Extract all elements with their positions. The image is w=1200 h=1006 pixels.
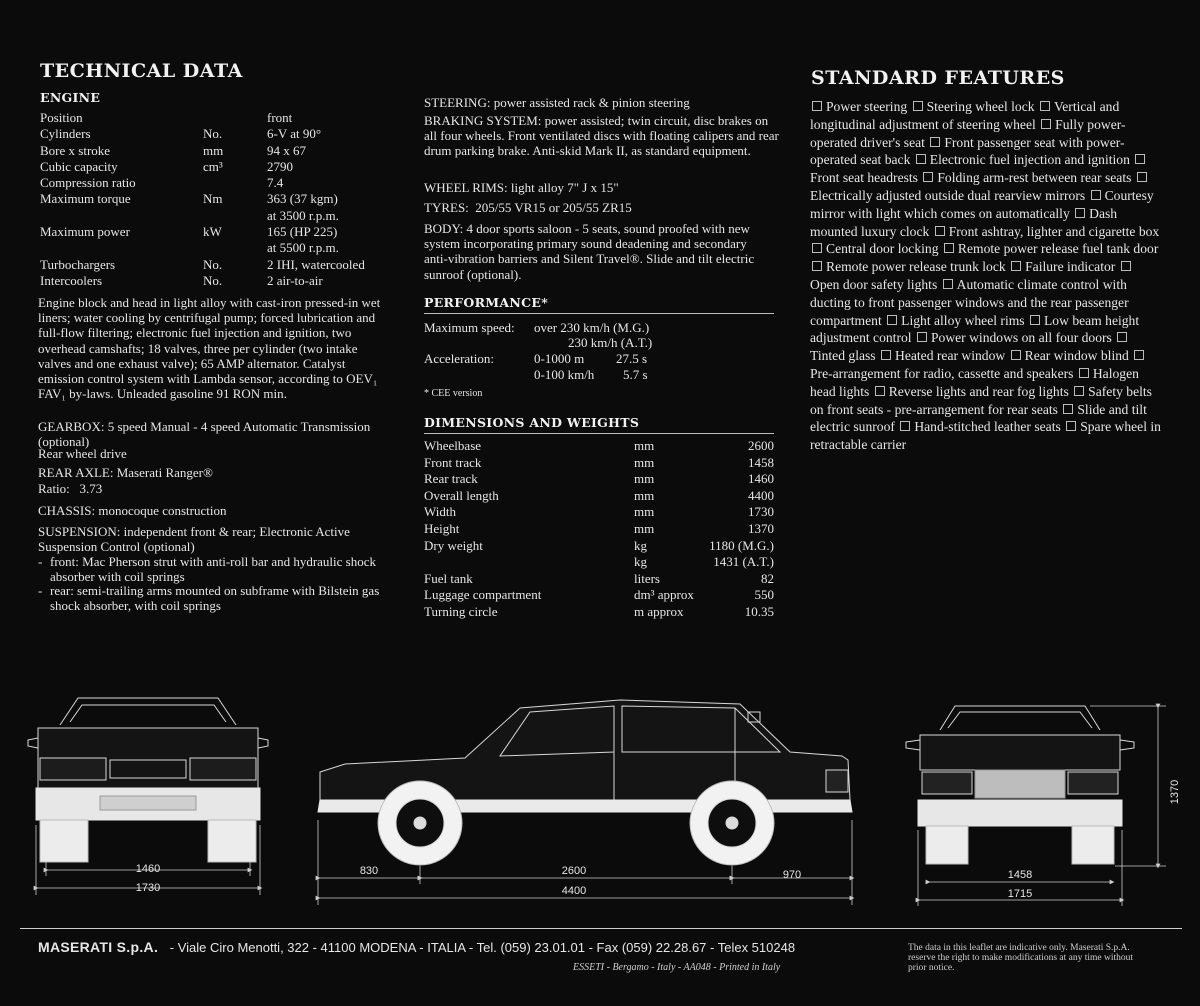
checkbox-icon [930, 137, 940, 147]
engine-spec-value: 2 air-to-air [267, 272, 323, 288]
engine-spec-unit: No. [203, 256, 223, 272]
feature-item [933, 224, 1160, 239]
engine-spec-label: Intercoolers [40, 272, 103, 288]
feature-item [914, 152, 1130, 167]
checkbox-icon [1074, 386, 1084, 396]
acceleration-label: Acceleration: [424, 351, 495, 366]
checkbox-icon [917, 332, 927, 342]
feature-item [879, 348, 1005, 363]
dimension-row [424, 538, 774, 555]
engine-spec-unit: No. [203, 272, 223, 288]
dimension-label: Wheelbase [424, 438, 482, 453]
accel-2-range: 0-100 km/h [534, 367, 595, 382]
engine-spec-unit [203, 240, 267, 256]
feature-label: Power steering [826, 99, 908, 114]
dimension-unit: kg [634, 537, 647, 553]
checkbox-icon [1135, 154, 1145, 164]
feature-label: Dash mounted luxury clock [810, 205, 1118, 239]
feature-label: Fully power-operated driver's seat [810, 116, 1126, 150]
feature-label: Halogen head lights [810, 365, 1139, 399]
dimension-row [424, 521, 774, 538]
max-speed-2: 230 km/h (A.T.) [568, 335, 653, 350]
engine-spec-unit [203, 208, 267, 224]
chassis-text: CHASSIS: monocoque construction [38, 503, 227, 518]
checkbox-icon [935, 226, 945, 236]
feature-label: Front passenger seat with power-operated seat back [810, 134, 1125, 168]
checkbox-icon [944, 243, 954, 253]
wheel-rims-text: WHEEL RIMS: light alloy 7" J x 15" [424, 180, 619, 195]
disclaimer [908, 943, 1133, 973]
cee-note: * CEE version [424, 388, 483, 399]
checkbox-icon [1030, 315, 1040, 325]
length-dimension: 4400 [561, 885, 587, 897]
dimension-value: 82 [761, 570, 774, 586]
engine-spec-label: Maximum power [40, 224, 130, 240]
checkbox-icon [1011, 350, 1021, 360]
performance-heading: PERFORMANCE* [424, 295, 549, 310]
engine-spec-value: at 3500 r.p.m. [267, 207, 339, 223]
feature-item [911, 99, 1035, 114]
engine-spec-label: Cylinders [40, 126, 91, 142]
feature-item [1009, 259, 1115, 274]
feature-label: Low beam height adjustment control [810, 312, 1140, 346]
max-speed-1: over 230 km/h (M.G.) [534, 320, 650, 335]
feature-label: Pre-arrangement for radio, cassette and speakers [810, 365, 1074, 381]
height-dimension: 1370 [1169, 779, 1181, 805]
dimension-label: Luggage compartment [424, 587, 542, 603]
dimension-value: 10.35 [744, 603, 774, 619]
dimension-value: 1458 [748, 454, 774, 470]
dimension-value: 550 [754, 587, 774, 603]
feature-label: Slide and tilt electric sunroof [810, 401, 1147, 435]
ratio-text: Ratio: 3.73 [38, 481, 103, 496]
dimension-unit: kg [634, 554, 647, 570]
feature-label: Spare wheel in retractable carrier [810, 419, 1161, 453]
engine-row [40, 240, 407, 256]
car-drawings [0, 690, 1200, 910]
dimension-row [424, 471, 774, 488]
disclaimer-line-1: The data in this leaflet are indicative only. Maserati S.p.A. [908, 943, 1130, 953]
feature-label: Steering wheel lock [926, 99, 1035, 114]
engine-row [40, 126, 407, 142]
engine-row [40, 143, 407, 159]
checkbox-icon [1121, 261, 1131, 271]
accel-2-value: 5.7 s [623, 367, 648, 382]
engine-row [40, 191, 407, 207]
checkbox-icon [923, 172, 933, 182]
engine-spec-label: Position [40, 110, 83, 125]
engine-row [40, 257, 407, 273]
feature-label: Folding arm-rest between rear seats [937, 170, 1132, 186]
engine-spec-value: front [267, 110, 293, 125]
engine-spec-unit: No. [203, 126, 223, 142]
checkbox-icon [1137, 172, 1147, 182]
dimension-label: Front track [424, 454, 482, 470]
suspension-rear-text: rear: semi-trailing arms mounted on subframe with Bilstein gas shock absorber, with coil springs [50, 583, 380, 614]
front-width-dimension: 1715 [1007, 888, 1033, 900]
dimension-value: 4400 [748, 487, 774, 503]
suspension-front-text: front: Mac Pherson strut with anti-roll bar and hydraulic shock absorber with coil springs [50, 554, 377, 585]
dimension-label [424, 554, 634, 571]
feature-label: Light alloy wheel rims [901, 312, 1025, 328]
dimension-value: 1180 (M.G.) [709, 537, 774, 553]
feature-label: Vertical and longitudinal adjustment of steering wheel [810, 99, 1120, 132]
disclaimer-line-2: reserve the right to make modifications at any time without [908, 953, 1134, 963]
feature-item [810, 99, 907, 114]
feature-label: Front ashtray, lighter and cigarette box [948, 223, 1160, 239]
engine-spec-unit: kW [203, 224, 222, 240]
front-overhang-dimension: 830 [359, 865, 379, 877]
checkbox-icon [1011, 261, 1021, 271]
footer-rule [20, 928, 1182, 929]
engine-spec-label [40, 240, 203, 256]
feature-label: Rear window blind [1024, 348, 1129, 364]
disclaimer-line-3: prior notice. [908, 963, 955, 973]
braking-text: BRAKING SYSTEM: power assisted; twin circuit, disc brakes on all four wheels. Front ventilated discs with floating calipers and rear drum parking brake. Anti-skid Mark II, as standard equipment. [424, 113, 779, 159]
feature-item [1009, 348, 1129, 363]
dimension-unit: mm [634, 487, 655, 503]
steering-text: STEERING: power assisted rack & pinion steering [424, 95, 690, 110]
checkbox-icon [1066, 421, 1076, 431]
checkbox-icon [913, 101, 923, 111]
dimension-label: Height [424, 520, 460, 536]
dimensions-heading: DIMENSIONS AND WEIGHTS [424, 415, 640, 430]
feature-item [898, 419, 1060, 434]
dimension-value: 1370 [748, 520, 774, 536]
feature-label: Heated rear window [895, 348, 1006, 364]
feature-label: Courtesy mirror with light which comes on automatically [810, 187, 1154, 221]
dimension-unit: mm [634, 520, 655, 536]
checkbox-icon [1041, 119, 1051, 129]
engine-spec-value: 363 (37 kgm) [267, 191, 338, 207]
rear-overhang-dimension: 970 [782, 869, 802, 881]
feature-label: Remote power release fuel tank door [957, 241, 1159, 257]
dimensions-rule [424, 433, 774, 434]
checkbox-icon [812, 101, 822, 111]
dimension-row [424, 488, 774, 505]
checkbox-icon [1040, 101, 1050, 111]
engine-spec-label: Cubic capacity [40, 158, 118, 174]
standard-features-title: STANDARD FEATURES [811, 67, 1065, 89]
dimension-label: Rear track [424, 471, 478, 487]
accel-1-value: 27.5 s [616, 351, 648, 366]
dimension-row [424, 455, 774, 472]
checkbox-icon [875, 386, 885, 396]
dimension-label: Dry weight [424, 537, 483, 553]
checkbox-icon [1079, 368, 1089, 378]
front-track-dimension: 1458 [1007, 869, 1033, 881]
footer-address-line [38, 939, 795, 955]
checkbox-icon [812, 243, 822, 253]
checkbox-icon [943, 279, 953, 289]
engine-spec-label: Turbochargers [40, 256, 116, 272]
engine-spec-unit [203, 175, 267, 191]
feature-item [915, 330, 1112, 345]
feature-label: Hand-stitched leather seats [914, 419, 1061, 435]
dimension-label: Fuel tank [424, 570, 473, 586]
dimensions-table [424, 438, 774, 621]
dimension-unit: mm [634, 438, 655, 453]
checkbox-icon [1134, 350, 1144, 360]
feature-label: Electronic fuel injection and ignition [929, 152, 1130, 168]
rear-track-dimension: 1460 [135, 863, 161, 875]
rear-view-drawing [28, 698, 268, 862]
engine-spec-label: Bore x stroke [40, 142, 111, 158]
dimension-unit: mm [634, 504, 655, 520]
engine-spec-value: 6-V at 90° [267, 126, 322, 142]
dimension-value: 1460 [748, 471, 774, 487]
dimension-row [424, 554, 774, 571]
engine-spec-value: 94 x 67 [267, 142, 306, 158]
feature-label: Central door locking [826, 241, 939, 257]
dimension-row [424, 438, 774, 455]
dimension-unit: mm [634, 471, 655, 487]
printer-line: ESSETI - Bergamo - Italy - AA048 - Printed in Italy [573, 962, 781, 973]
dimension-unit: liters [634, 570, 660, 586]
suspension-front: - front: Mac Pherson strut with anti-roll bar and hydraulic shock absorber with coil springs [38, 554, 383, 584]
engine-heading: ENGINE [40, 90, 101, 105]
max-speed-label: Maximum speed: [424, 320, 515, 335]
checkbox-icon [812, 261, 822, 271]
feature-item [810, 259, 1006, 274]
dimension-unit: m approx [634, 603, 684, 619]
body-text: BODY: 4 door sports saloon - 5 seats, sound proofed with new system incorporating primary sound deadening and secondary anti-vibration barriers and Silent Travel®. Slide and tilt electric sunroof (optional). [424, 221, 755, 282]
feature-label: Failure indicator [1025, 259, 1116, 275]
feature-label: Electrically adjusted outside dual rearview mirrors [810, 187, 1086, 203]
dimension-label: Overall length [424, 487, 499, 503]
checkbox-icon [887, 315, 897, 325]
suspension-rear: - rear: semi-trailing arms mounted on subframe with Bilstein gas shock absorber, with coil springs [38, 583, 383, 613]
dimension-row [424, 571, 774, 588]
checkbox-icon [900, 421, 910, 431]
feature-item [921, 170, 1131, 185]
feature-label: Open door safety lights [810, 276, 938, 292]
rear-width-dimension: 1730 [135, 882, 161, 894]
engine-row [40, 208, 407, 224]
engine-spec-label: Maximum torque [40, 191, 131, 207]
dimension-unit: dm³ approx [634, 587, 694, 603]
tyres-text: TYRES: 205/55 VR15 or 205/55 ZR15 [424, 200, 632, 215]
engine-row [40, 273, 407, 289]
engine-spec-unit: Nm [203, 191, 223, 207]
engine-spec-value: 7.4 [267, 175, 284, 191]
standard-features-list [810, 98, 1162, 454]
engine-spec-value: at 5500 r.p.m. [267, 240, 339, 256]
dimension-unit: mm [634, 454, 655, 470]
accel-1-range: 0-1000 m [534, 351, 585, 366]
performance-rule [424, 313, 774, 314]
engine-spec-label: Compression ratio [40, 175, 136, 191]
dimension-value: 1730 [748, 504, 774, 520]
engine-row [40, 159, 407, 175]
feature-label: Front seat headrests [810, 170, 918, 186]
engine-spec-unit: cm³ [203, 158, 223, 174]
company-address: - Viale Ciro Menotti, 322 - 41100 MODENA - ITALIA - Tel. (059) 23.01.01 - Fax (059) 22.28.67 - Telex 510248 [169, 940, 796, 955]
checkbox-icon [1117, 332, 1127, 342]
dimension-row [424, 604, 774, 621]
gearbox-text: GEARBOX: 5 speed Manual - 4 speed Automatic Transmission (optional) [38, 419, 371, 450]
feature-label: Remote power release trunk lock [826, 259, 1006, 275]
suspension-text: SUSPENSION: independent front & rear; Electronic Active Suspension Control (optional) [38, 524, 350, 555]
feature-label: Tinted glass [810, 348, 876, 364]
technical-data-title: TECHNICAL DATA [40, 60, 243, 82]
dimension-row [424, 587, 774, 604]
dimension-value: 2600 [748, 438, 774, 453]
checkbox-icon [1063, 404, 1073, 414]
engine-spec-value: 2790 [267, 158, 293, 174]
checkbox-icon [1091, 190, 1101, 200]
feature-item [942, 241, 1158, 256]
wheelbase-dimension: 2600 [561, 865, 587, 877]
dimension-row [424, 504, 774, 521]
engine-row [40, 110, 407, 126]
engine-row [40, 175, 407, 191]
engine-spec-label [40, 208, 203, 224]
checkbox-icon [881, 350, 891, 360]
side-view-drawing [318, 700, 852, 865]
feature-label: Automatic climate control with ducting to front passenger windows and the rear passenger compartment [810, 276, 1129, 328]
engine-spec-unit: mm [203, 142, 224, 158]
engine-spec-unit [203, 110, 267, 126]
drive-text: Rear wheel drive [38, 446, 127, 461]
engine-spec-value: 165 (HP 225) [267, 224, 338, 240]
rear-axle-text: REAR AXLE: Maserati Ranger® [38, 465, 213, 480]
engine-spec-value: 2 IHI, watercooled [267, 256, 365, 272]
engine-paragraph: Engine block and head in light alloy with cast-iron pressed-in wet liners; water cooling by centrifugal pump; forced lubrication and full-flow filtering; electronic fuel injection and ignition, two overhead camshafts; 18 valves, three per cylinder (two intake valves and one exhaust valve); 65 AMP alternator. Catalyst emission control system with Lambda sensor, according to OEV₁ FAV₁ by-laws. Unleaded gasoline 91 RON min. [38, 295, 381, 402]
feature-label: Power windows on all four doors [930, 330, 1112, 346]
dimension-label: Width [424, 504, 456, 520]
feature-item [873, 384, 1069, 399]
feature-item [810, 241, 939, 256]
front-view-drawing [906, 706, 1134, 864]
feature-label: Safety belts on front seats - pre-arrangement for rear seats [810, 383, 1152, 417]
dimension-value: 1431 (A.T.) [713, 554, 774, 570]
checkbox-icon [1075, 208, 1085, 218]
engine-table [40, 110, 407, 289]
feature-item [885, 313, 1024, 328]
dimension-label: Turning circle [424, 603, 498, 619]
company-name: MASERATI S.p.A. [38, 939, 159, 955]
checkbox-icon [916, 154, 926, 164]
engine-row [40, 224, 407, 240]
feature-label: Reverse lights and rear fog lights [888, 383, 1069, 399]
